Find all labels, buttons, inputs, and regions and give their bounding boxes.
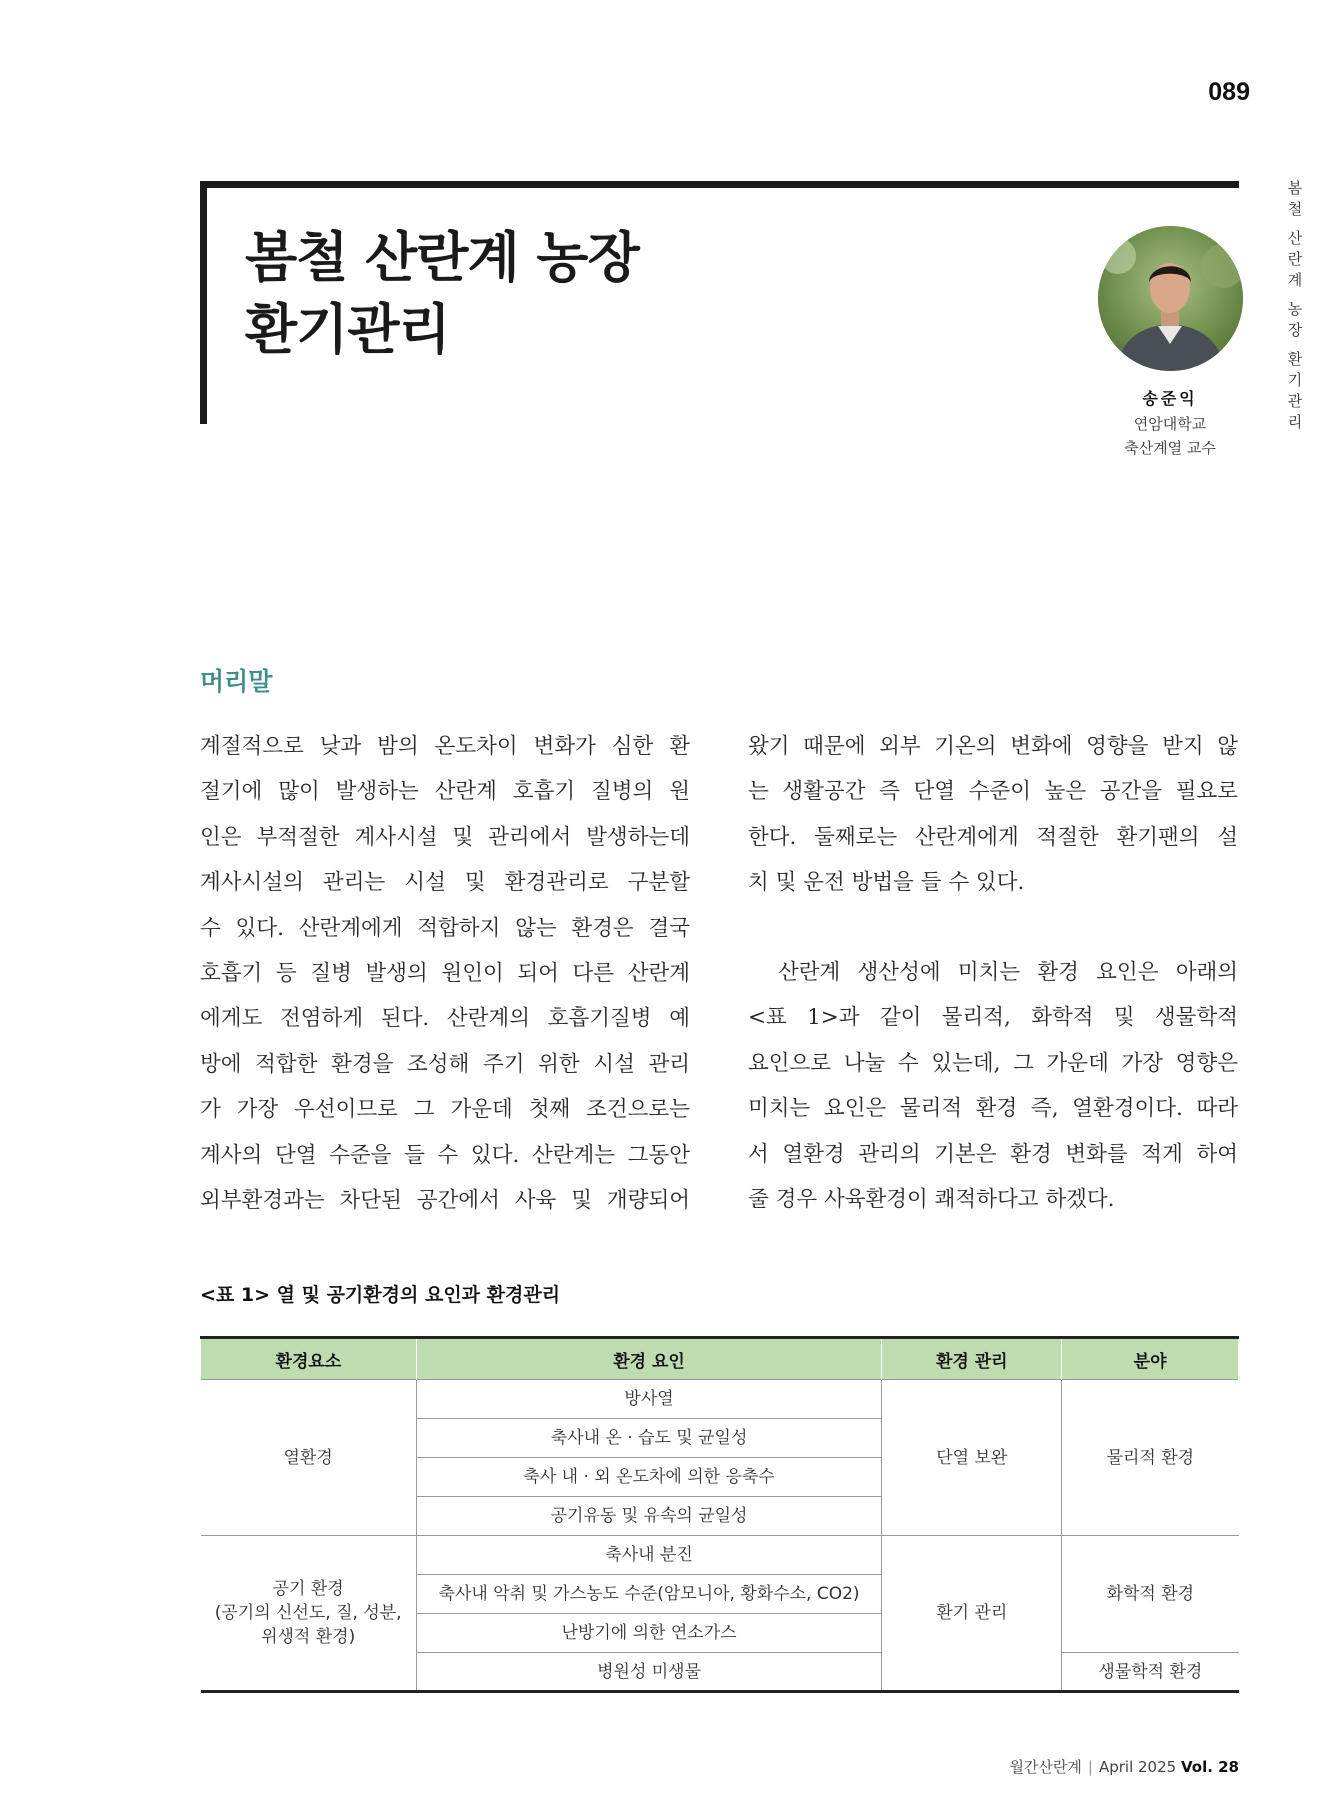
body-line: 치 및 운전 방법을 들 수 있다. <box>748 870 1025 896</box>
table-cell-factor: 방사열 <box>416 1380 882 1419</box>
side-label-char: 봄 <box>1287 179 1303 197</box>
side-section-label <box>1282 178 1308 433</box>
table-cell-element-line: 위생적 환경) <box>261 1627 356 1647</box>
body-line: 계사시설의 관리는 시설 및 환경관리로 구분할 <box>200 870 690 896</box>
table-cell-field: 생물학적 환경 <box>1062 1653 1239 1692</box>
author-info <box>1080 386 1260 460</box>
side-label-char: 장 <box>1287 321 1303 339</box>
article-title <box>245 222 945 366</box>
table-cell-management: 단열 보완 <box>882 1380 1062 1536</box>
body-line: <표 1>과 같이 물리적, 화학적 및 생물학적 <box>748 1005 1238 1031</box>
body-column-left <box>200 724 690 1223</box>
footer-magazine: 월간산란계 <box>1009 1758 1082 1776</box>
table-header-cell: 환경 관리 <box>882 1338 1062 1380</box>
body-line: 수 있다. 산란계에게 적합하지 않는 환경은 결국 <box>200 915 690 941</box>
body-line: 인은 부적절한 계사시설 및 관리에서 발생하는데 <box>200 824 690 850</box>
table-cell-element-line: 공기 환경 <box>272 1579 344 1599</box>
table-cell-factor: 축사 내 · 외 온도차에 의한 응축수 <box>416 1458 882 1497</box>
body-line: 는 생활공간 즉 단열 수준이 높은 공간을 필요로 <box>748 779 1238 805</box>
body-line: 가 가장 우선이므로 그 가운데 첫째 조건으로는 <box>200 1097 690 1123</box>
body-line: 절기에 많이 발생하는 산란계 호흡기 질병의 원 <box>200 779 690 805</box>
table-cell-field: 화학적 환경 <box>1062 1536 1239 1653</box>
table-cell-management: 환기 관리 <box>882 1536 1062 1692</box>
side-label-char: 계 <box>1287 271 1303 289</box>
body-line: 계사의 단열 수준을 들 수 있다. 산란계는 그동안 <box>200 1142 690 1168</box>
table-cell-factor: 축사내 온 · 습도 및 균일성 <box>416 1419 882 1458</box>
body-line: 줄 경우 사육환경이 쾌적하다고 하겠다. <box>748 1187 1115 1213</box>
table-cell-factor: 축사내 악취 및 가스농도 수준(암모니아, 황화수소, CO2) <box>416 1575 882 1614</box>
table-header-row <box>201 1338 1239 1380</box>
side-label-char: 기 <box>1287 371 1303 389</box>
page-footer: 월간산란계 | April 2025 Vol. 28 <box>1009 1758 1239 1776</box>
table-cell-factor: 축사내 분진 <box>416 1536 882 1575</box>
section-heading: 머리말 <box>200 667 273 696</box>
author-photo <box>1098 226 1243 371</box>
title-top-rule <box>200 181 1239 188</box>
side-label-char: 환 <box>1287 350 1303 368</box>
table-cell-element: 열환경 <box>201 1380 417 1536</box>
table-cell-element-line: (공기의 신선도, 질, 성분, <box>214 1603 402 1623</box>
table-cell-field: 물리적 환경 <box>1062 1380 1239 1536</box>
table-cell-element <box>201 1536 417 1692</box>
body-line: 요인으로 나눌 수 있는데, 그 가운데 가장 영향은 <box>748 1050 1238 1076</box>
table-row <box>201 1536 1239 1575</box>
footer-issue: April 2025 <box>1098 1758 1177 1776</box>
body-line: 산란계 생산성에 미치는 환경 요인은 아래의 <box>778 960 1238 985</box>
author-name: 송준익 <box>1142 389 1198 408</box>
body-column-right-paragraph-2 <box>748 950 1238 1222</box>
page-number: 089 <box>1208 78 1250 106</box>
table-header-cell: 환경 요인 <box>416 1338 882 1380</box>
article-title-line-2: 환기관리 <box>245 298 450 361</box>
table-cell-factor: 병원성 미생물 <box>416 1653 882 1692</box>
side-label-char: 관 <box>1287 392 1303 410</box>
body-line: 서 열환경 관리의 기본은 환경 변화를 적게 하여 <box>748 1141 1238 1167</box>
table-cell-factor: 공기유동 및 유속의 균일성 <box>416 1497 882 1536</box>
table-caption: <표 1> 열 및 공기환경의 요인과 환경관리 <box>200 1284 561 1306</box>
environment-table <box>200 1336 1239 1693</box>
body-line: 계절적으로 낮과 밤의 온도차이 변화가 심한 환 <box>200 734 690 759</box>
body-line: 미치는 요인은 물리적 환경 즉, 열환경이다. 따라 <box>748 1096 1238 1122</box>
side-label-char: 농 <box>1287 300 1303 318</box>
body-line: 외부환경과는 차단된 공간에서 사육 및 개량되어 <box>200 1188 690 1214</box>
author-position: 축산계열 교수 <box>1124 439 1216 457</box>
title-left-rule <box>200 181 207 424</box>
body-column-right-paragraph-1 <box>748 724 1238 906</box>
side-label-char: 란 <box>1287 250 1303 268</box>
side-label-char: 산 <box>1287 229 1303 247</box>
table-header-cell: 환경요소 <box>201 1338 417 1380</box>
side-label-char: 리 <box>1287 413 1303 431</box>
body-line: 한다. 둘째로는 산란계에게 적절한 환기팬의 설 <box>748 824 1238 850</box>
body-line: 호흡기 등 질병 발생의 원인이 되어 다른 산란계 <box>200 961 690 987</box>
body-line: 에게도 전염하게 된다. 산란계의 호흡기질병 예 <box>200 1006 690 1032</box>
table-row <box>201 1380 1239 1419</box>
body-line: 방에 적합한 환경을 조성해 주기 위한 시설 관리 <box>200 1051 690 1077</box>
article-title-line-1: 봄철 산란계 농장 <box>245 226 639 289</box>
table-header-cell: 분야 <box>1062 1338 1239 1380</box>
body-line: 왔기 때문에 외부 기온의 변화에 영향을 받지 않 <box>748 734 1238 759</box>
footer-volume: Vol. 28 <box>1180 1758 1239 1776</box>
author-affiliation: 연암대학교 <box>1133 415 1207 433</box>
table-cell-factor: 난방기에 의한 연소가스 <box>416 1614 882 1653</box>
side-label-char: 철 <box>1287 200 1303 218</box>
author-portrait-icon <box>1098 226 1243 371</box>
